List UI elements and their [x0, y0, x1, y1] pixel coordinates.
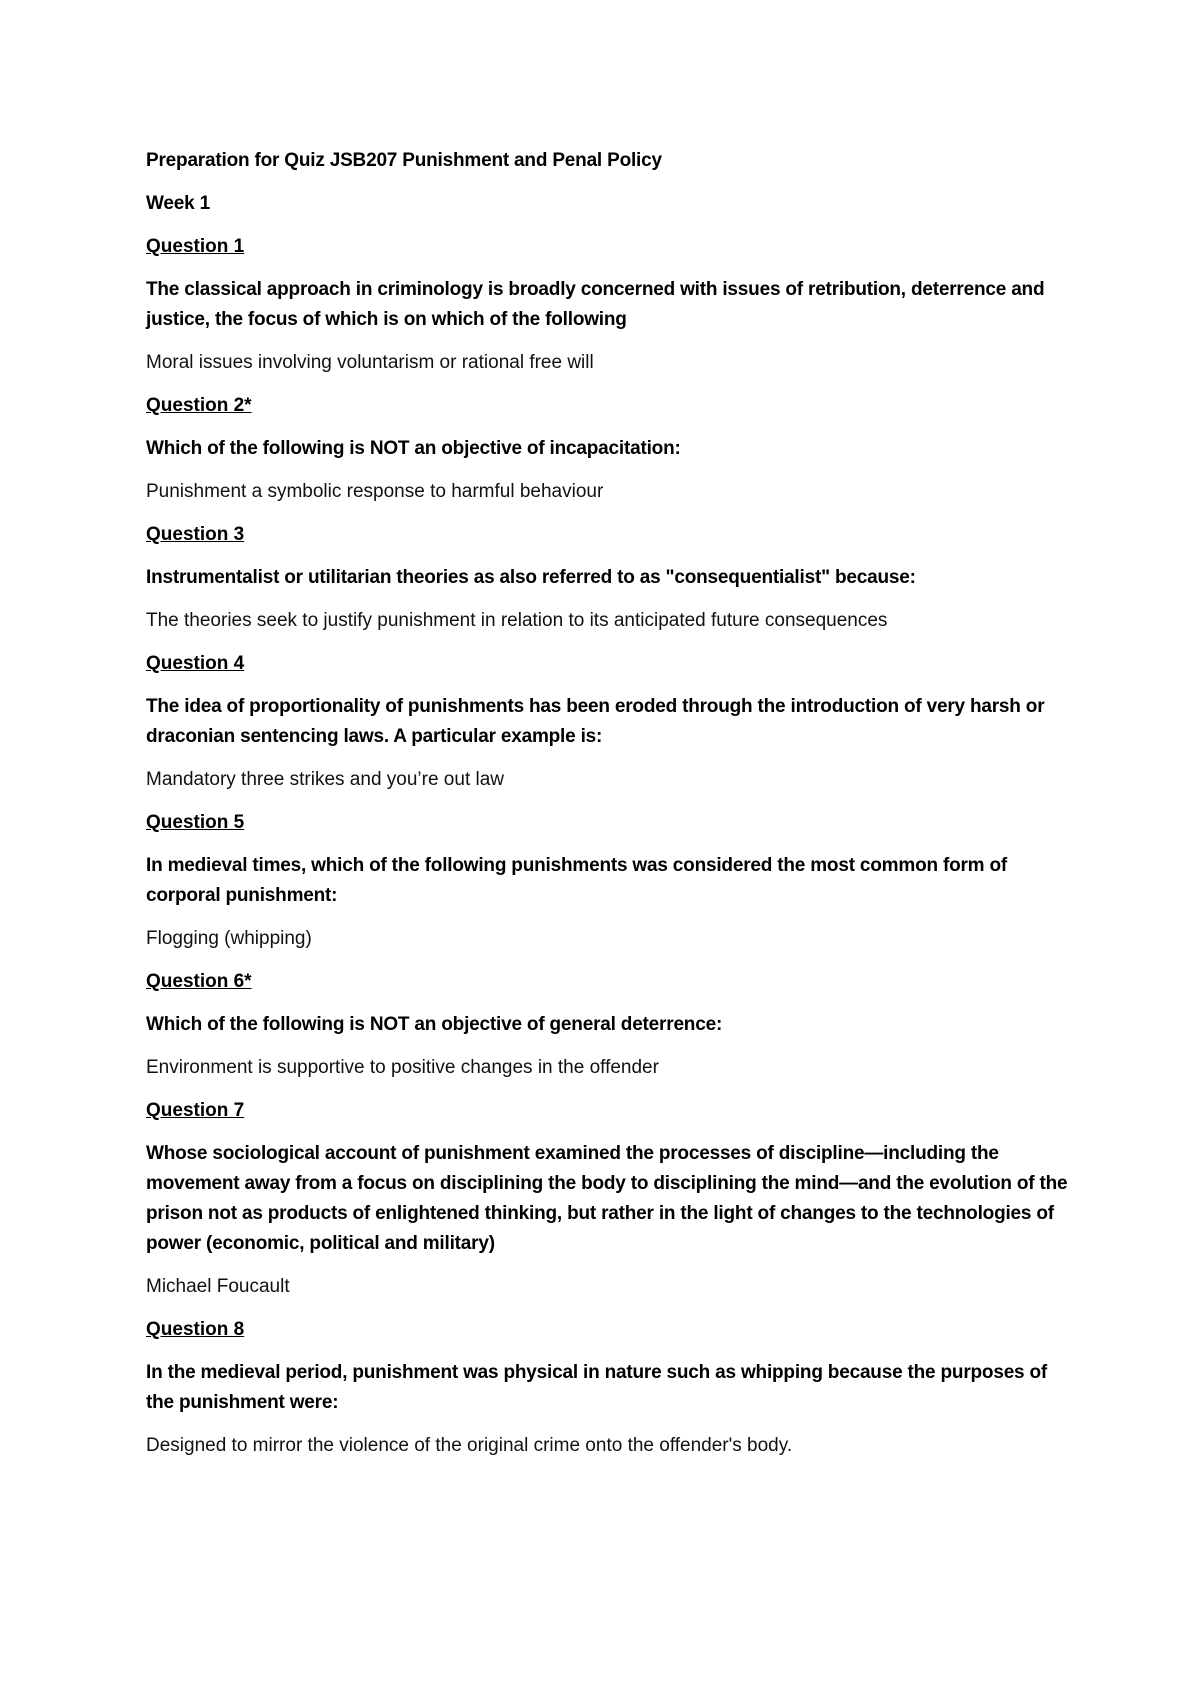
question-text: Which of the following is NOT an objective of general deterrence: [146, 1014, 723, 1035]
question-heading: Question 7 [146, 1100, 245, 1121]
question-answer: Mandatory three strikes and you’re out law [146, 769, 505, 790]
question-answer: Moral issues involving voluntarism or rational free will [146, 352, 594, 373]
question-text: The classical approach in criminology is broadly concerned with issues of retribution, deterrence and justice, the focus of which is on which of the following [146, 279, 1045, 330]
question-block-1 [146, 232, 1076, 378]
question-answer: The theories seek to justify punishment in relation to its anticipated future consequences [146, 610, 888, 631]
question-block-2 [146, 391, 1076, 507]
question-heading: Question 4 [146, 653, 245, 674]
question-heading: Question 1 [146, 236, 245, 257]
question-heading: Question 3 [146, 524, 245, 545]
question-text: Whose sociological account of punishment examined the processes of discipline—including the movement away from a focus on disciplining the body to disciplining the mind—and the evolution of the prison not as products of enlightened thinking, but rather in the light of changes to the technologies of power (economic, political and military) [146, 1143, 1068, 1254]
question-answer: Punishment a symbolic response to harmful behaviour [146, 481, 604, 502]
week-label: Week 1 [146, 193, 210, 214]
question-answer: Michael Foucault [146, 1276, 290, 1297]
question-text: In the medieval period, punishment was physical in nature such as whipping because the purposes of the punishment were: [146, 1362, 1048, 1413]
question-block-7 [146, 1096, 1076, 1302]
document-title: Preparation for Quiz JSB207 Punishment and Penal Policy [146, 150, 662, 171]
question-answer: Flogging (whipping) [146, 928, 312, 949]
question-heading: Question 2* [146, 395, 252, 416]
question-text: Which of the following is NOT an objective of incapacitation: [146, 438, 681, 459]
question-block-6 [146, 967, 1076, 1083]
question-block-8 [146, 1315, 1076, 1461]
question-answer: Environment is supportive to positive changes in the offender [146, 1057, 659, 1078]
question-answer: Designed to mirror the violence of the original crime onto the offender's body. [146, 1435, 793, 1456]
question-block-5 [146, 808, 1076, 954]
question-text: In medieval times, which of the following punishments was considered the most common form of corporal punishment: [146, 855, 1007, 906]
question-text: Instrumentalist or utilitarian theories as also referred to as "consequentialist" because: [146, 567, 916, 588]
question-block-3 [146, 520, 1076, 636]
question-block-4 [146, 649, 1076, 795]
question-heading: Question 6* [146, 971, 252, 992]
question-heading: Question 5 [146, 812, 245, 833]
question-text: The idea of proportionality of punishments has been eroded through the introduction of very harsh or draconian sentencing laws. A particular example is: [146, 696, 1045, 747]
document-page [146, 146, 1076, 1474]
question-heading: Question 8 [146, 1319, 245, 1340]
